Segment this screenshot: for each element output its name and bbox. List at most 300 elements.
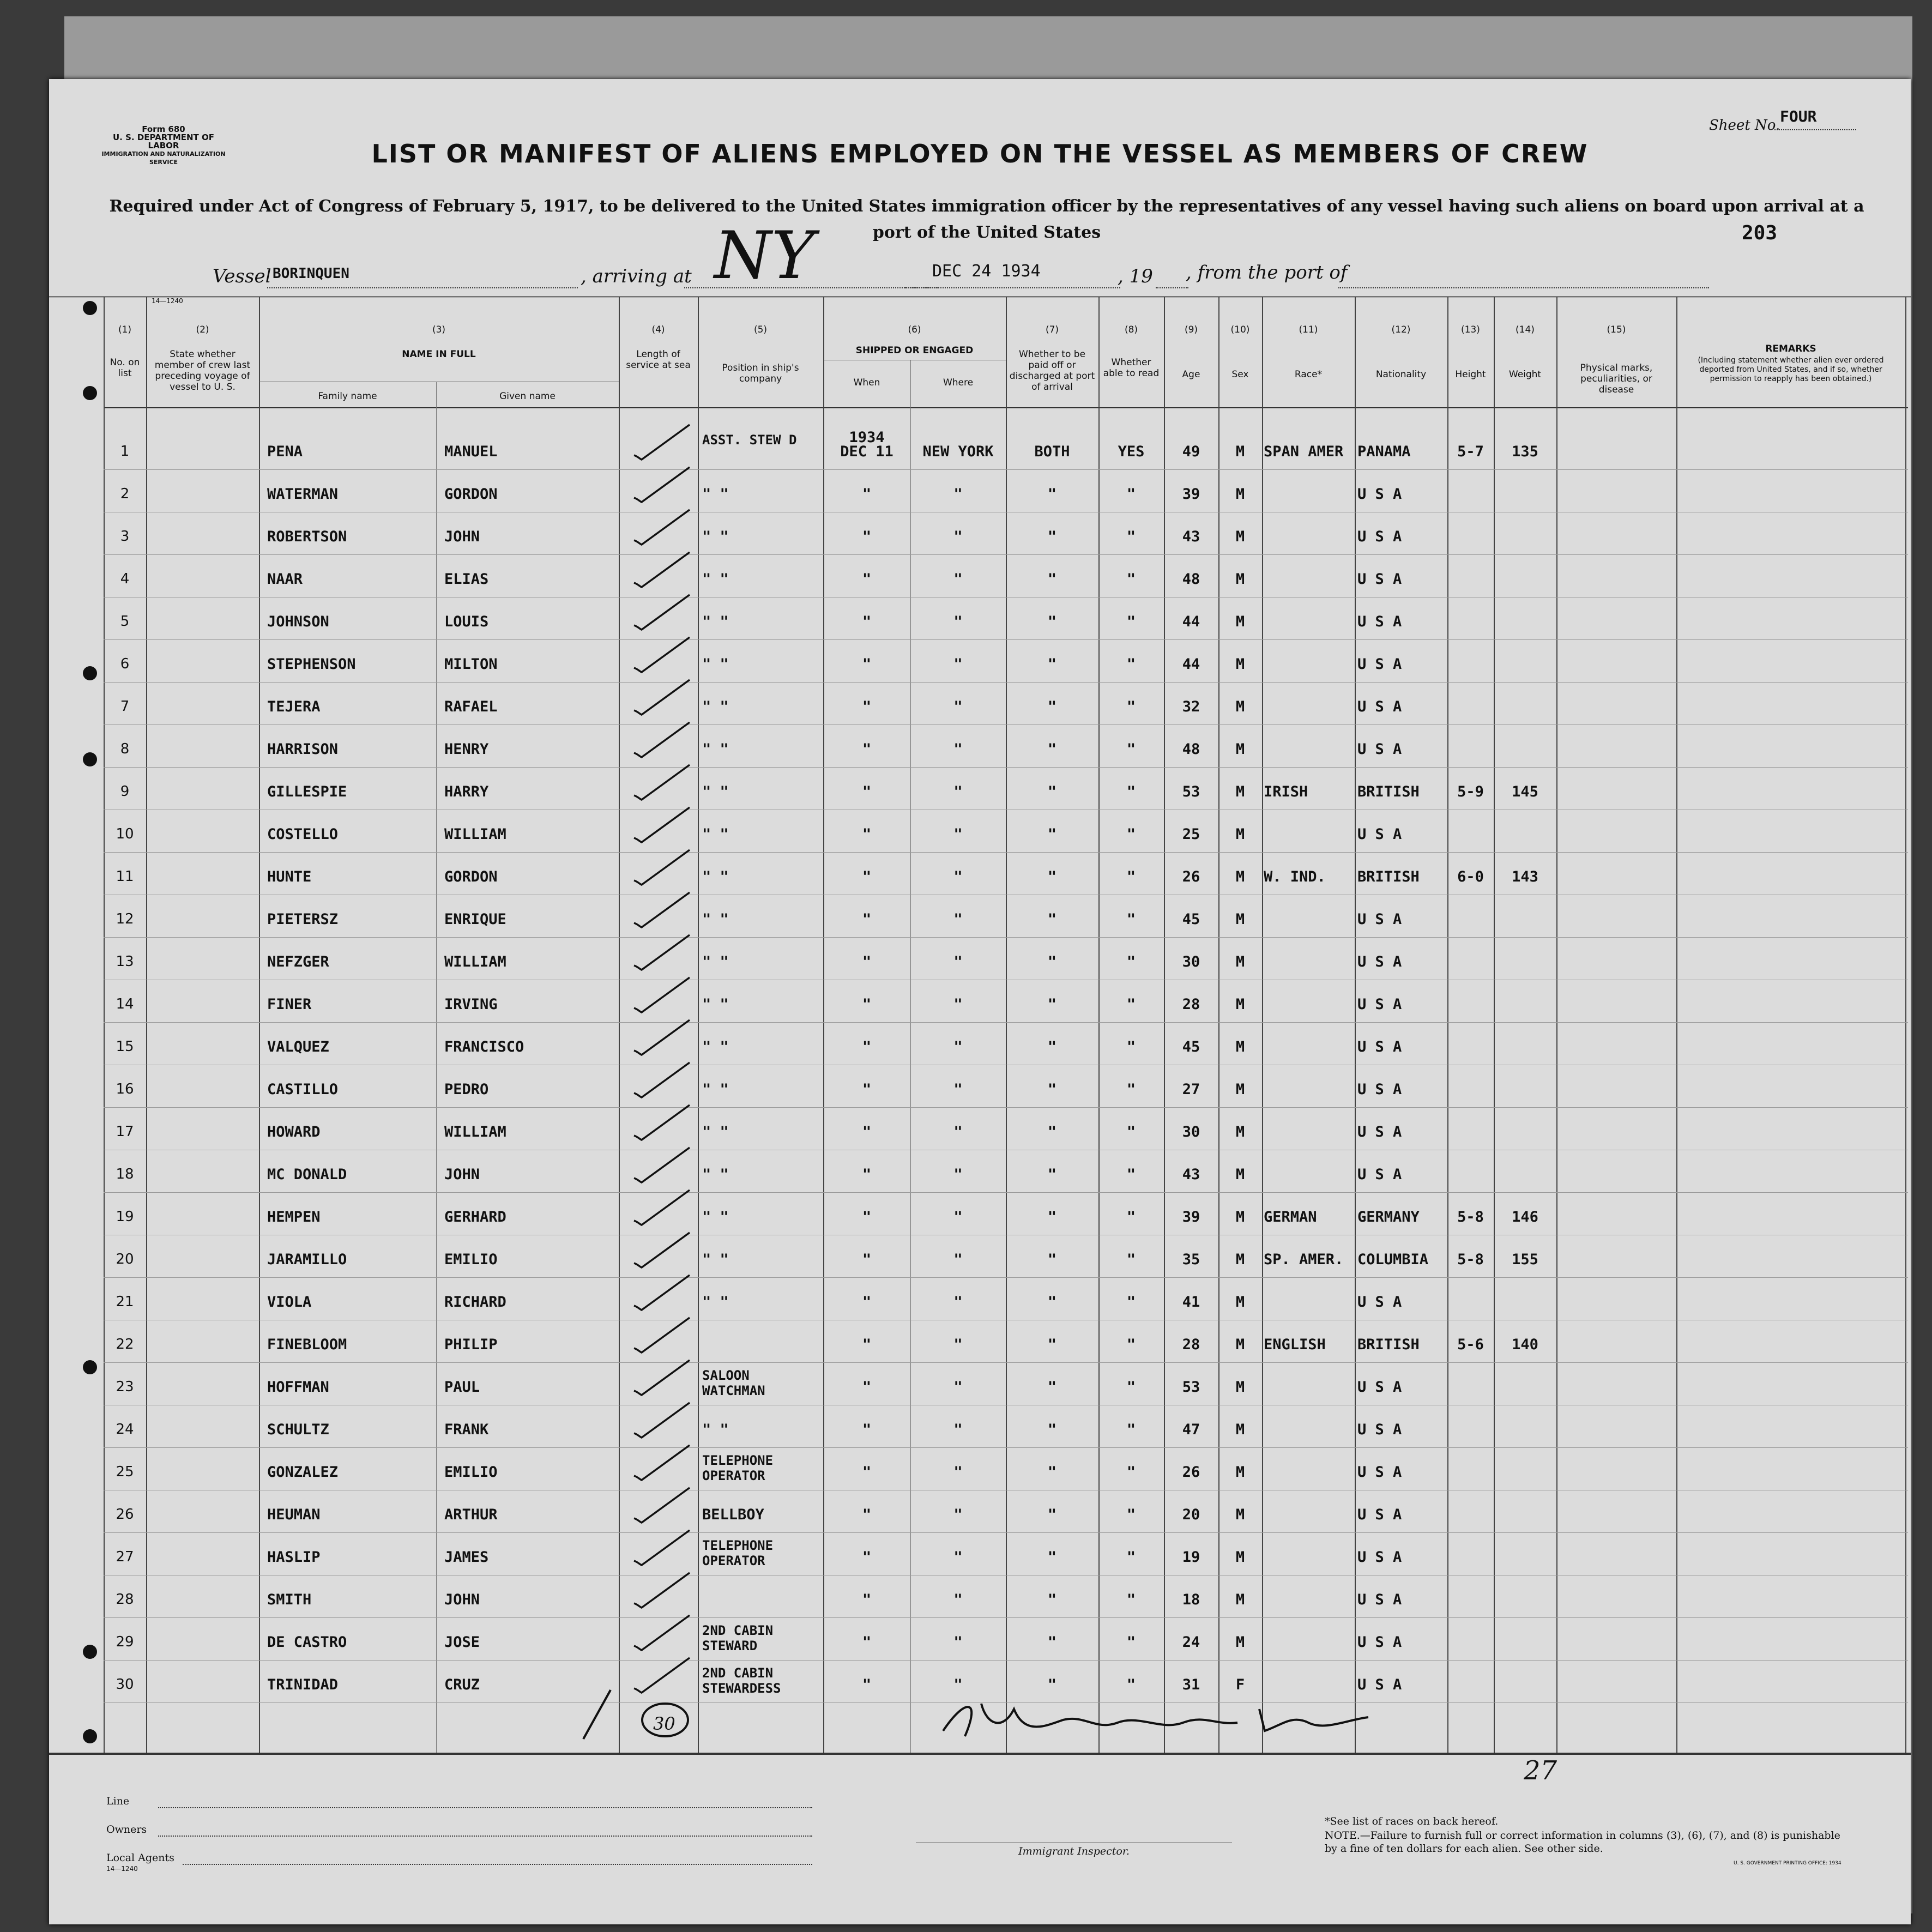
binding-hole: [83, 1360, 97, 1374]
year-line: [1156, 287, 1188, 288]
checkmark-icon: [624, 800, 701, 849]
checkmark-icon: [624, 1565, 701, 1614]
checkmark-icon: [624, 1310, 701, 1359]
col-number: (13): [1461, 324, 1480, 335]
tally-mark-annotation: [572, 1685, 714, 1744]
nationality: U S A: [1357, 1124, 1402, 1140]
age: 53: [1182, 783, 1200, 800]
shipped-when: ": [862, 1591, 872, 1608]
paid-off: ": [1047, 826, 1057, 843]
age: 26: [1182, 868, 1200, 885]
shipped-where: ": [953, 826, 963, 843]
given-name: JAMES: [444, 1549, 489, 1566]
footer-line-field: [158, 1807, 812, 1808]
col-header-when: When: [853, 377, 880, 388]
given-name: EMILIO: [444, 1464, 498, 1481]
paid-off: ": [1047, 1506, 1057, 1523]
position: " ": [702, 528, 729, 545]
given-name: PAUL: [444, 1379, 480, 1396]
circled-count: 30: [653, 1713, 675, 1734]
nationality: BRITISH: [1357, 1336, 1420, 1353]
row-number: 16: [116, 1081, 134, 1097]
paid-off: ": [1047, 656, 1057, 673]
able-to-read: ": [1126, 1251, 1136, 1268]
given-name: GERHARD: [444, 1209, 506, 1225]
family-name: HEUMAN: [267, 1506, 321, 1523]
from-port-label: , from the port of: [1186, 262, 1348, 283]
family-name: HASLIP: [267, 1549, 321, 1566]
shipped-when: ": [862, 783, 872, 800]
checkmark-icon: [624, 630, 701, 679]
row-number: 24: [116, 1421, 134, 1438]
inspector-label: Immigrant Inspector.: [1018, 1845, 1130, 1857]
able-to-read: ": [1126, 1294, 1136, 1311]
age: 28: [1182, 1336, 1200, 1353]
position: " ": [702, 1421, 729, 1438]
nationality: U S A: [1357, 1464, 1402, 1481]
shipped-where: ": [953, 741, 963, 758]
given-name: ENRIQUE: [444, 911, 506, 928]
department-name: U. S. DEPARTMENT OF LABOR: [112, 132, 215, 150]
binding-hole: [83, 301, 97, 315]
table-row: [49, 1533, 1911, 1576]
paid-off: ": [1047, 1591, 1057, 1608]
paid-off: ": [1047, 1166, 1057, 1183]
age: 30: [1182, 953, 1200, 970]
height: 5-7: [1457, 443, 1484, 460]
family-name: TEJERA: [267, 698, 321, 715]
shipped-where: ": [953, 1421, 963, 1438]
shipped-when: ": [862, 996, 872, 1013]
age: 44: [1182, 656, 1200, 673]
position: " ": [702, 571, 729, 588]
weight: 145: [1512, 783, 1538, 800]
penalty-note: NOTE.—Failure to furnish full or correct information in columns (3), (6), (7), and (8) is punishable by a fine of ten dollars for each alien. See other side.: [1325, 1830, 1840, 1855]
family-name: NAAR: [267, 571, 303, 588]
date-stamp: DEC 24 1934: [932, 262, 1041, 281]
shipped-where: ": [953, 783, 963, 800]
able-to-read: ": [1126, 1421, 1136, 1438]
nationality: U S A: [1357, 826, 1402, 843]
age: 25: [1182, 826, 1200, 843]
race: GERMAN: [1264, 1209, 1317, 1225]
shipped-when: ": [862, 868, 872, 885]
position: " ": [702, 698, 729, 715]
arriving-line: [684, 287, 938, 288]
age: 49: [1182, 443, 1200, 460]
binding-hole: [83, 1729, 97, 1743]
sex: M: [1235, 1039, 1245, 1055]
table-row: [49, 1066, 1911, 1108]
shipped-when: ": [862, 1209, 872, 1225]
position: " ": [702, 613, 729, 630]
checkmark-icon: [624, 1523, 701, 1572]
sex: M: [1235, 528, 1245, 545]
age: 19: [1182, 1549, 1200, 1566]
table-row: [49, 428, 1911, 470]
given-name: PEDRO: [444, 1081, 489, 1098]
col-number: (12): [1391, 324, 1411, 335]
shipped-where: ": [953, 1506, 963, 1523]
age: 47: [1182, 1421, 1200, 1438]
row-number: 3: [120, 528, 130, 545]
able-to-read: ": [1126, 1081, 1136, 1098]
family-name: HARRISON: [267, 741, 339, 758]
row-number: 19: [116, 1209, 134, 1225]
position: " ": [702, 1209, 729, 1225]
shipped-where: NEW YORK: [922, 443, 994, 460]
table-row: [49, 1108, 1911, 1151]
checkmark-icon: [624, 1140, 701, 1189]
shipped-when: ": [862, 1166, 872, 1183]
given-name: LOUIS: [444, 613, 489, 630]
checkmark-icon: [624, 885, 701, 934]
shipped-when: ": [862, 486, 872, 503]
sex: M: [1235, 826, 1245, 843]
row-number: 27: [116, 1549, 134, 1565]
family-name: GONZALEZ: [267, 1464, 339, 1481]
nationality: U S A: [1357, 1634, 1402, 1651]
able-to-read: ": [1126, 826, 1136, 843]
checkmark-icon: [624, 970, 701, 1019]
age: 39: [1182, 1209, 1200, 1225]
table-row: [49, 1278, 1911, 1321]
able-to-read: ": [1126, 1591, 1136, 1608]
sheet-number-label: Sheet No.: [1709, 117, 1780, 134]
from-port-line: [1338, 287, 1709, 288]
nationality: PANAMA: [1357, 443, 1411, 460]
given-name: GORDON: [444, 486, 498, 503]
able-to-read: ": [1126, 1336, 1136, 1353]
nationality: U S A: [1357, 528, 1402, 545]
page-subtitle: Required under Act of Congress of February 5, 1917, to be delivered to the United States immigration officer by the representatives of any vessel having such aliens on board upon arrival at a port of the United States: [109, 197, 1864, 242]
nationality: U S A: [1357, 571, 1402, 588]
nationality: GERMANY: [1357, 1209, 1420, 1225]
paid-off: ": [1047, 1634, 1057, 1651]
sex: M: [1235, 1591, 1245, 1608]
shipped-when: ": [862, 1039, 872, 1055]
sex: M: [1235, 443, 1245, 460]
shipped-when: ": [862, 1634, 872, 1651]
col-number: (5): [753, 324, 768, 335]
age: 30: [1182, 1124, 1200, 1140]
sex: M: [1235, 1421, 1245, 1438]
nationality: U S A: [1357, 953, 1402, 970]
given-name: JOHN: [444, 1166, 480, 1183]
paid-off: ": [1047, 1209, 1057, 1225]
sex: M: [1235, 656, 1245, 673]
races-note: *See list of races on back hereof.: [1325, 1815, 1499, 1827]
age: 48: [1182, 571, 1200, 588]
table-row: [49, 1193, 1911, 1236]
col-number: (7): [1045, 324, 1059, 335]
nationality: BRITISH: [1357, 783, 1420, 800]
shipped-when: ": [862, 613, 872, 630]
year-prefix: , 19: [1118, 265, 1153, 287]
family-name: JARAMILLO: [267, 1251, 347, 1268]
paid-off: ": [1047, 911, 1057, 928]
family-name: TRINIDAD: [267, 1676, 339, 1693]
shipped-when: ": [862, 1506, 872, 1523]
col-header-remarks: REMARKS: [1765, 343, 1816, 354]
nationality: U S A: [1357, 698, 1402, 715]
footer-owners-field: [158, 1836, 812, 1837]
shipped-when: ": [862, 528, 872, 545]
given-name: MILTON: [444, 656, 498, 673]
shipped-where: ": [953, 1251, 963, 1268]
position: " ": [702, 741, 729, 758]
age: 53: [1182, 1379, 1200, 1396]
nationality: COLUMBIA: [1357, 1251, 1429, 1268]
age: 31: [1182, 1676, 1200, 1693]
family-name: VALQUEZ: [267, 1039, 329, 1055]
row-number: 23: [116, 1379, 134, 1395]
table-row: [49, 641, 1911, 683]
col-header-name: NAME IN FULL: [402, 349, 476, 360]
row-number: 7: [120, 698, 130, 715]
shipped-when: ": [862, 1294, 872, 1311]
table-row: [49, 513, 1911, 556]
paid-off: ": [1047, 783, 1057, 800]
race: IRISH: [1264, 783, 1308, 800]
checkmark-icon: [624, 1055, 701, 1104]
shipped-when: ": [862, 1251, 872, 1268]
col-header-where: Where: [943, 377, 974, 388]
checkmark-icon: [624, 1012, 701, 1061]
given-name: JOSE: [444, 1634, 480, 1651]
col-header-position: Position in ship's company: [722, 363, 799, 384]
row-number: 25: [116, 1464, 134, 1480]
given-name: ARTHUR: [444, 1506, 498, 1523]
printing-office: U. S. GOVERNMENT PRINTING OFFICE: 1934: [1734, 1861, 1842, 1866]
shipped-where: ": [953, 1549, 963, 1566]
row-number: 4: [120, 571, 130, 587]
family-name: FINER: [267, 996, 312, 1013]
shipped-when: ": [862, 953, 872, 970]
binding-hole: [83, 666, 97, 680]
shipped-where: ": [953, 1336, 963, 1353]
row-number: 11: [116, 868, 134, 885]
able-to-read: ": [1126, 953, 1136, 970]
family-name: HEMPEN: [267, 1209, 321, 1225]
vessel-name: BORINQUEN: [273, 265, 349, 282]
table-row: [49, 896, 1911, 938]
table-row: [49, 981, 1911, 1023]
shipped-where: ": [953, 1464, 963, 1481]
service-name: IMMIGRATION AND NATURALIZATION SERVICE: [101, 150, 226, 166]
table-row: [49, 683, 1911, 726]
nationality: U S A: [1357, 1421, 1402, 1438]
binding-hole: [83, 752, 97, 766]
sex: M: [1235, 783, 1245, 800]
shipped-where: ": [953, 656, 963, 673]
shipped-where: ": [953, 698, 963, 715]
sex: M: [1235, 1294, 1245, 1311]
table-row: [49, 470, 1911, 513]
col-header-able-to-read: Whether able to read: [1103, 357, 1160, 379]
table-row: [49, 1576, 1911, 1619]
paid-off: ": [1047, 1676, 1057, 1693]
shipped-where: ": [953, 911, 963, 928]
age: 45: [1182, 911, 1200, 928]
shipped-where: ": [953, 1676, 963, 1693]
height: 5-9: [1457, 783, 1484, 800]
table-row: [49, 768, 1911, 811]
family-name: PIETERSZ: [267, 911, 339, 928]
row-number: 18: [116, 1166, 134, 1182]
sex: M: [1235, 953, 1245, 970]
given-name: FRANK: [444, 1421, 489, 1438]
race: W. IND.: [1264, 868, 1326, 885]
row-number: 14: [116, 996, 134, 1012]
shipped-when: ": [862, 1421, 872, 1438]
shipped-where: ": [953, 528, 963, 545]
age: 20: [1182, 1506, 1200, 1523]
row-number: 22: [116, 1336, 134, 1353]
given-name: GORDON: [444, 868, 498, 885]
paid-off: ": [1047, 698, 1057, 715]
family-name: JOHNSON: [267, 613, 329, 630]
given-name: HARRY: [444, 783, 489, 800]
row-number: 10: [116, 826, 134, 842]
sex: M: [1235, 698, 1245, 715]
sex: M: [1235, 1251, 1245, 1268]
footer-local-agents-label: Local Agents: [106, 1852, 174, 1864]
race: SPAN AMER: [1264, 443, 1344, 460]
given-name: WILLIAM: [444, 1124, 506, 1140]
sex: M: [1235, 996, 1245, 1013]
page-stamp-number: 203: [1742, 222, 1778, 244]
age: 48: [1182, 741, 1200, 758]
position: " ": [702, 953, 729, 970]
table-row: [49, 1491, 1911, 1533]
shipped-when: ": [862, 1379, 872, 1396]
family-name: WATERMAN: [267, 486, 339, 503]
position: " ": [702, 783, 729, 800]
position: " ": [702, 486, 729, 503]
table-row: [49, 1406, 1911, 1448]
shipped-where: ": [953, 486, 963, 503]
col-number: (8): [1124, 324, 1138, 335]
shipped-when: ": [862, 1336, 872, 1353]
family-name: HOFFMAN: [267, 1379, 329, 1396]
position: " ": [702, 826, 729, 843]
paid-off: ": [1047, 1039, 1057, 1055]
table-row: [49, 853, 1911, 896]
nationality: U S A: [1357, 1506, 1402, 1523]
col-header-remarks-detail: (Including statement whether alien ever ordered deported from United States, and if so, whether permission to reapply has been obtained.): [1698, 356, 1884, 383]
shipped-where: ": [953, 1379, 963, 1396]
form-number: Form 680: [142, 124, 185, 134]
sex: M: [1235, 1336, 1245, 1353]
position: " ": [702, 1081, 729, 1098]
col-header-paid-off: Whether to be paid off or discharged at port of arrival: [1009, 349, 1095, 393]
age: 44: [1182, 613, 1200, 630]
table-bottom-border: [49, 1753, 1911, 1755]
checkmark-icon: [624, 1225, 701, 1274]
shipped-when: ": [862, 1124, 872, 1140]
nationality: U S A: [1357, 486, 1402, 503]
checkmark-icon: [624, 587, 701, 636]
checkmark-icon: [624, 1182, 701, 1231]
sheet-number-line: [1774, 129, 1856, 130]
family-name: SCHULTZ: [267, 1421, 329, 1438]
margin-mark: 27: [1524, 1755, 1557, 1786]
able-to-read: ": [1126, 868, 1136, 885]
shipped-where: ": [953, 1166, 963, 1183]
position: TELEPHONE OPERATOR: [702, 1453, 774, 1483]
able-to-read: ": [1126, 1506, 1136, 1523]
able-to-read: ": [1126, 741, 1136, 758]
position: TELEPHONE OPERATOR: [702, 1538, 774, 1568]
col-number: (3): [432, 324, 446, 335]
col-number: (9): [1184, 324, 1198, 335]
shipped-when: ": [862, 656, 872, 673]
paid-off: BOTH: [1034, 443, 1070, 460]
able-to-read: ": [1126, 486, 1136, 503]
shipped-when: ": [862, 571, 872, 588]
paid-off: ": [1047, 1251, 1057, 1268]
nationality: U S A: [1357, 1166, 1402, 1183]
paid-off: ": [1047, 1336, 1057, 1353]
footer-local-agents-field: [183, 1864, 812, 1865]
shipped-where: ": [953, 613, 963, 630]
small-form-code: 14—1240: [152, 297, 183, 305]
checkmark-icon: [624, 1480, 701, 1529]
position: " ": [702, 1039, 729, 1055]
col-number: (14): [1516, 324, 1535, 335]
shipped-when: ": [862, 911, 872, 928]
age: 26: [1182, 1464, 1200, 1481]
age: 24: [1182, 1634, 1200, 1651]
able-to-read: ": [1126, 656, 1136, 673]
footer-owners-label: Owners: [106, 1824, 147, 1836]
table-row: [49, 598, 1911, 641]
row-number: 5: [120, 613, 130, 630]
sex: M: [1235, 868, 1245, 885]
row-number: 28: [116, 1591, 134, 1608]
race: SP. AMER.: [1264, 1251, 1344, 1268]
weight: 146: [1512, 1209, 1538, 1225]
table-row: [49, 1363, 1911, 1406]
checkmark-icon: [624, 842, 701, 891]
able-to-read: ": [1126, 1039, 1136, 1055]
col-number: (15): [1607, 324, 1626, 335]
shipped-when: ": [862, 698, 872, 715]
sex: M: [1235, 1209, 1245, 1225]
table-row: [49, 1619, 1911, 1661]
col-header-family-name: Family name: [318, 391, 377, 402]
nationality: U S A: [1357, 1039, 1402, 1055]
col-header-length-service: Length of service at sea: [626, 349, 691, 371]
nationality: U S A: [1357, 1676, 1402, 1693]
given-name: HENRY: [444, 741, 489, 758]
given-name: RICHARD: [444, 1294, 506, 1311]
shipped-when: ": [862, 741, 872, 758]
family-name: HOWARD: [267, 1124, 321, 1140]
position: " ": [702, 656, 729, 673]
table-row: [49, 1151, 1911, 1193]
family-name: CASTILLO: [267, 1081, 339, 1098]
table-row: [49, 938, 1911, 981]
family-name: HUNTE: [267, 868, 312, 885]
col-number: (2): [196, 324, 209, 335]
footer-line-label: Line: [106, 1795, 130, 1807]
position: " ": [702, 1124, 729, 1140]
family-name: MC DONALD: [267, 1166, 347, 1183]
family-name: ROBERTSON: [267, 528, 347, 545]
position: 2ND CABIN STEWARDESS: [702, 1665, 781, 1696]
